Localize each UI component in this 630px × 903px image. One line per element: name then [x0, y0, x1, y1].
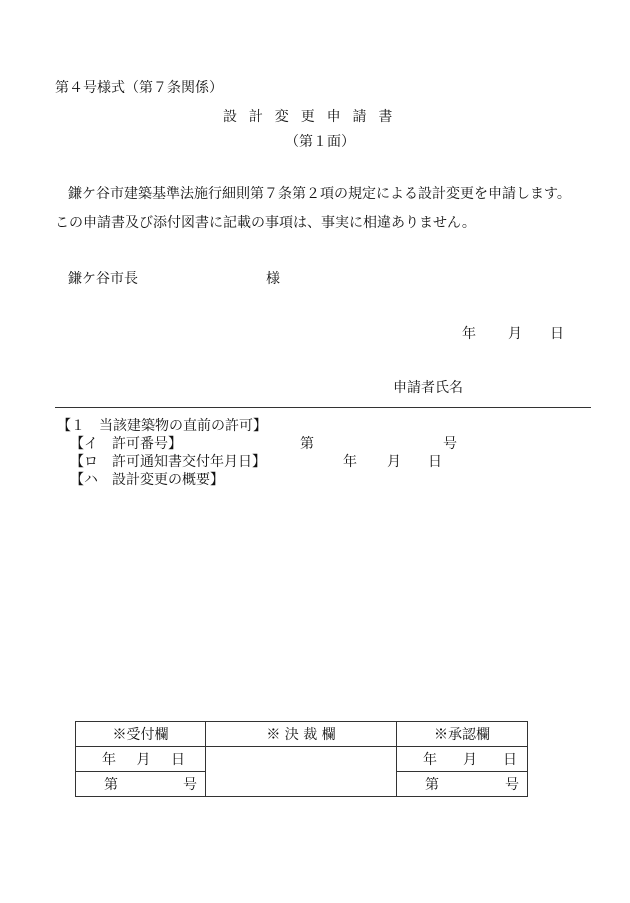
decision-header: ※ 決 裁 欄	[206, 722, 397, 747]
reception-year: 年	[102, 752, 116, 768]
divider-line	[55, 407, 591, 408]
permit-date-label: 【ロ 許可通知書交付年月日】	[70, 454, 266, 470]
approval-month: 月	[463, 752, 477, 768]
approval-number-prefix: 第	[425, 777, 439, 793]
intro-line-2: この申請書及び添付図書に記載の事項は、事実に相違ありません。	[55, 215, 476, 231]
page-subtitle: （第１面）	[285, 134, 355, 150]
date-month: 月	[508, 326, 522, 342]
page-title: 設計変更申請書	[223, 109, 405, 125]
reception-month: 月	[136, 752, 151, 768]
reception-header: ※受付欄	[76, 722, 206, 747]
official-use-table	[75, 721, 528, 797]
approval-year: 年	[423, 752, 437, 768]
applicant-name-label: 申請者氏名	[393, 380, 463, 396]
intro-line-1: 鎌ケ谷市建築基準法施行細則第７条第２項の規定による設計変更を申請します。	[68, 186, 571, 202]
permit-number-prefix: 第	[300, 436, 314, 452]
approval-header: ※承認欄	[397, 722, 528, 747]
date-day: 日	[550, 326, 564, 342]
change-summary-label: 【ハ 設計変更の概要】	[70, 472, 224, 488]
approval-number-cell	[397, 772, 528, 797]
form-number: 第４号様式（第７条関係）	[55, 80, 223, 96]
addressee-honorific: 様	[266, 271, 280, 287]
date-year: 年	[462, 326, 476, 342]
permit-date-month: 月	[387, 454, 401, 470]
permit-date-day: 日	[428, 454, 442, 470]
permit-number-label: 【イ 許可番号】	[70, 436, 182, 452]
approval-date-cell	[397, 747, 528, 772]
permit-number-suffix: 号	[443, 436, 457, 452]
approval-day: 日	[503, 752, 517, 768]
reception-day: 日	[171, 752, 185, 768]
reception-number-prefix: 第	[104, 777, 118, 793]
permit-date-year: 年	[343, 454, 357, 470]
reception-date-cell	[76, 747, 206, 772]
reception-number-suffix: 号	[183, 777, 197, 793]
decision-cell	[206, 747, 397, 797]
reception-number-cell	[76, 772, 206, 797]
approval-number-suffix: 号	[505, 777, 519, 793]
addressee-mayor: 鎌ケ谷市長	[68, 271, 138, 287]
section-1-heading: 【１ 当該建築物の直前の許可】	[57, 418, 267, 434]
